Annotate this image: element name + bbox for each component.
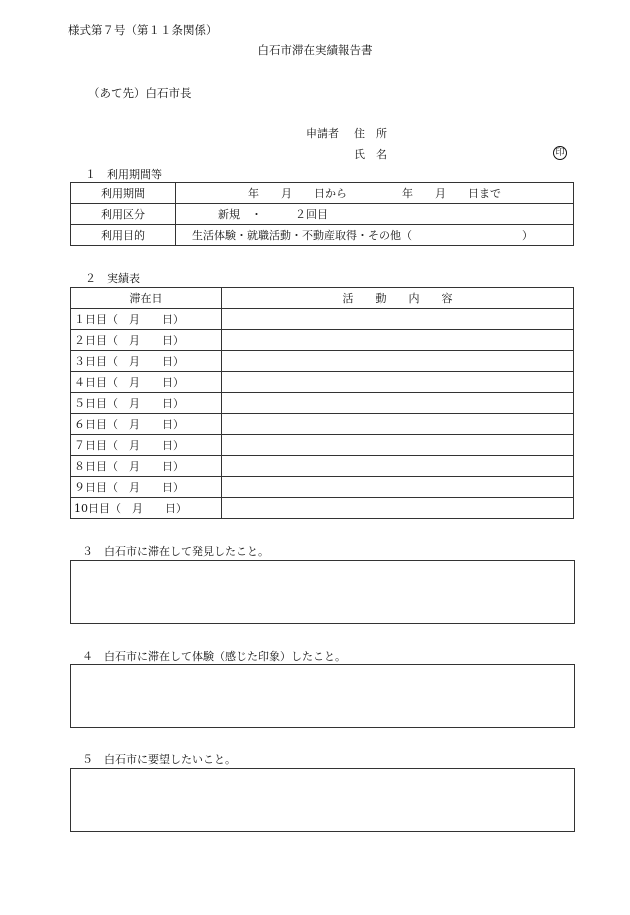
section3-heading: ３ 白石市に滞在して発見したこと。 (82, 545, 269, 558)
col-date-header: 滞在日 (71, 288, 222, 309)
form-number: 様式第７号（第１１条関係） (68, 23, 218, 37)
usage-table (70, 182, 574, 246)
discovery-textbox[interactable] (70, 560, 575, 624)
usage-period-label: 利用期間 (71, 183, 176, 204)
day-cell: 10日目（ 月 日） (71, 498, 222, 519)
table-header-row (71, 288, 574, 309)
col-activity-header: 活 動 内 容 (222, 288, 574, 309)
table-row (71, 414, 574, 435)
addressee: （あて先）白石市長 (88, 86, 192, 100)
table-row (71, 435, 574, 456)
table-row (71, 456, 574, 477)
activity-cell[interactable] (222, 393, 574, 414)
day-cell: ２日目（ 月 日） (71, 330, 222, 351)
activity-cell[interactable] (222, 435, 574, 456)
experience-textbox[interactable] (70, 664, 575, 728)
table-row (71, 372, 574, 393)
section2-heading: ２ 実績表 (85, 272, 140, 285)
section5-heading: ５ 白石市に要望したいこと。 (82, 753, 236, 766)
activity-cell[interactable] (222, 330, 574, 351)
table-row (71, 330, 574, 351)
record-table (70, 287, 574, 519)
table-row (71, 183, 574, 204)
usage-period-value[interactable]: 年 月 日から 年 月 日まで (176, 183, 574, 204)
day-cell: ９日目（ 月 日） (71, 477, 222, 498)
day-cell: ６日目（ 月 日） (71, 414, 222, 435)
usage-category-label: 利用区分 (71, 204, 176, 225)
day-cell: ３日目（ 月 日） (71, 351, 222, 372)
section1-heading: １ 利用期間等 (85, 168, 162, 181)
activity-cell[interactable] (222, 414, 574, 435)
table-row (71, 309, 574, 330)
usage-category-value[interactable]: 新規 ・ ２回目 (176, 204, 574, 225)
applicant-label: 申請者 (306, 127, 339, 140)
usage-purpose-label: 利用目的 (71, 225, 176, 246)
activity-cell[interactable] (222, 351, 574, 372)
request-textbox[interactable] (70, 768, 575, 832)
table-row (71, 498, 574, 519)
activity-cell[interactable] (222, 477, 574, 498)
day-cell: ４日目（ 月 日） (71, 372, 222, 393)
address-label: 住 所 (354, 127, 387, 140)
day-cell: ８日目（ 月 日） (71, 456, 222, 477)
activity-cell[interactable] (222, 498, 574, 519)
usage-purpose-value[interactable]: 生活体験・就職活動・不動産取得・その他（ ） (176, 225, 574, 246)
seal-icon: 印 (553, 146, 567, 160)
day-cell: ５日目（ 月 日） (71, 393, 222, 414)
activity-cell[interactable] (222, 309, 574, 330)
table-row (71, 204, 574, 225)
activity-cell[interactable] (222, 456, 574, 477)
page-title: 白石市滞在実績報告書 (257, 43, 373, 57)
table-row (71, 351, 574, 372)
table-row (71, 225, 574, 246)
day-cell: ７日目（ 月 日） (71, 435, 222, 456)
section4-heading: ４ 白石市に滞在して体験（感じた印象）したこと。 (82, 650, 346, 663)
table-row (71, 477, 574, 498)
table-row (71, 393, 574, 414)
day-cell: １日目（ 月 日） (71, 309, 222, 330)
activity-cell[interactable] (222, 372, 574, 393)
name-label: 氏 名 (354, 148, 387, 161)
